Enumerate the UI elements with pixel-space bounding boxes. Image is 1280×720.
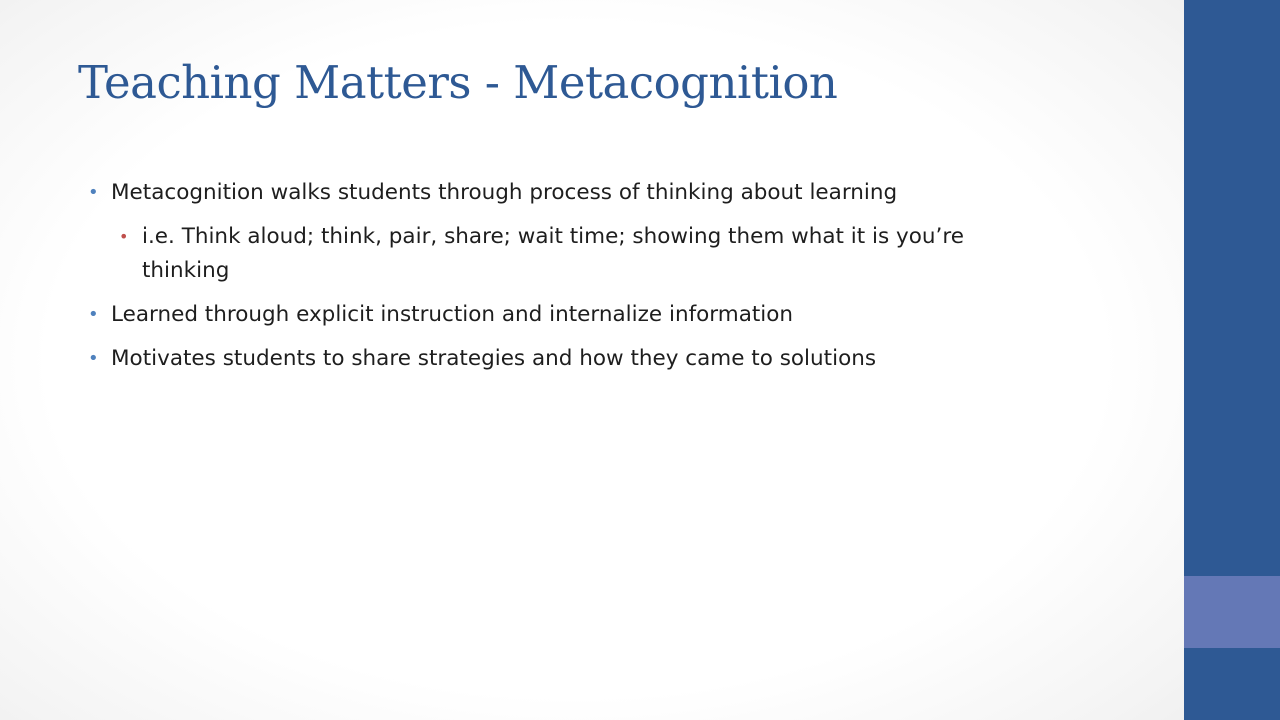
bullet-text: Learned through explicit instruction and internalize information <box>111 302 794 327</box>
slide-title: Teaching Matters - Metacognition <box>78 56 838 109</box>
sidebar-accent-block <box>1184 576 1280 648</box>
bullet-item <box>88 176 1148 210</box>
bullet-text: Metacognition walks students through process of thinking about learning <box>111 180 898 205</box>
bullet-list <box>88 176 1148 386</box>
bullet-dot-icon: • <box>88 348 99 369</box>
sub-bullet-text: i.e. Think aloud; think, pair, share; wait time; showing them what it is you’re thinking <box>142 224 964 283</box>
sub-bullet-item <box>119 220 1148 288</box>
sub-bullet-dot-icon: • <box>119 227 129 246</box>
bullet-item <box>88 342 1148 376</box>
bullet-text: Motivates students to share strategies and how they came to solutions <box>111 346 877 371</box>
bullet-dot-icon: • <box>88 182 99 203</box>
bullet-dot-icon: • <box>88 304 99 325</box>
bullet-item <box>88 298 1148 332</box>
